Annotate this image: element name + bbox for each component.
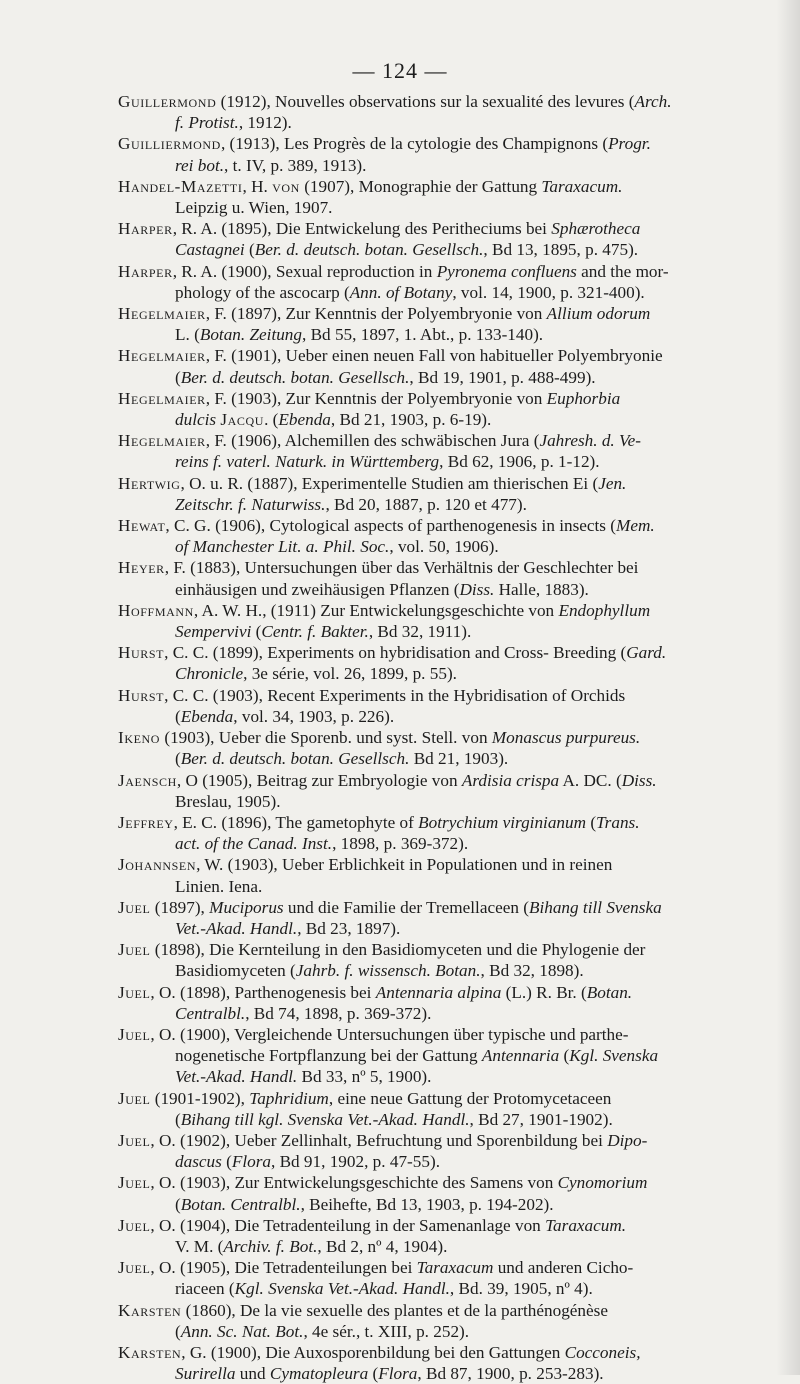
italic-title: f. Protist. (175, 113, 239, 133)
author-name: Juel (118, 1088, 151, 1108)
reference-first-line (118, 515, 788, 536)
italic-title: Botrychium virginianum (418, 812, 587, 832)
reference-first-line (118, 133, 788, 154)
italic-title: Ebenda (180, 706, 234, 726)
reference-entry (118, 812, 788, 854)
reference-first-line (118, 345, 788, 366)
author-name: Jaensch (118, 770, 177, 790)
author-name: Harper (118, 261, 173, 281)
reference-first-line (118, 176, 788, 197)
author-name: Harper (118, 219, 173, 239)
author-name: Johannsen (118, 855, 197, 875)
italic-title: Ber. d. deutsch. botan. Gesellsch. (254, 240, 484, 260)
italic-title: Jen. (598, 473, 627, 493)
italic-title: Chronicle (175, 664, 244, 684)
reference-text: ( (559, 1046, 570, 1066)
reference-text: , O. (1904), Die Tetradenteilung in der Samenanlage von (150, 1215, 546, 1235)
author-name: Juel (118, 1215, 151, 1235)
reference-text: ( (175, 706, 181, 726)
reference-text: , vol. 50, 1906). (389, 537, 499, 557)
italic-title: Centralbl. (175, 1003, 246, 1023)
reference-entry (118, 557, 788, 599)
reference-first-line (118, 1300, 788, 1321)
reference-text: , Bd 32, 1911). (368, 622, 472, 642)
author-name: Hegelmaier (118, 388, 206, 408)
italic-title: Taraxacum (416, 1258, 494, 1278)
reference-text: und (235, 1364, 270, 1384)
reference-text: , 4e sér., t. XIII, p. 252). (303, 1321, 470, 1341)
italic-title: Vet.-Akad. Handl. (175, 918, 298, 938)
reference-entry (118, 1342, 788, 1384)
italic-title: Zeitschr. f. Naturwiss. (175, 494, 326, 514)
italic-title: Jahrb. f. wissensch. Botan. (295, 961, 481, 981)
reference-continuation-line (118, 1066, 788, 1087)
italic-title: Allium odorum (546, 304, 651, 324)
reference-text: , W. (1903), Ueber Erblichkeit in Populationen und in reinen (196, 855, 613, 875)
italic-title: rei bot. (175, 155, 225, 175)
reference-text: , C. C. (1899), Experiments on hybridisation and Cross- Breeding ( (164, 643, 627, 663)
reference-text: ( (175, 749, 181, 769)
reference-text: (1898), Die Kernteilung in den Basidiomyceten und die Phylogenie der (150, 940, 646, 960)
reference-text: ( (175, 367, 181, 387)
reference-entry (118, 642, 788, 684)
reference-entry (118, 261, 788, 303)
reference-text: , Bd 13, 1895, p. 475). (483, 240, 639, 260)
reference-text: , Bd 19, 1901, p. 488-499). (409, 367, 596, 387)
reference-entry (118, 1130, 788, 1172)
reference-first-line (118, 770, 788, 791)
italic-title: Ebenda (278, 410, 331, 430)
reference-text: (L.) R. Br. ( (501, 982, 587, 1002)
reference-text: riaceen ( (175, 1279, 235, 1299)
reference-first-line (118, 303, 788, 324)
italic-title: Jahresh. d. Ve- (539, 431, 641, 451)
reference-first-line (118, 1024, 788, 1045)
reference-continuation-line (118, 748, 788, 769)
italic-title: Taraxacum. (545, 1215, 627, 1235)
italic-title: dascus (175, 1152, 222, 1172)
author-name: Hurst (118, 643, 165, 663)
reference-continuation-line (118, 536, 788, 557)
reference-text: einhäusigen und zweihäusigen Pflanzen ( (175, 579, 460, 599)
reference-continuation-line (118, 112, 788, 133)
reference-text: , Bd 21, 1903, p. 6-19). (330, 410, 492, 430)
italic-title: Kgl. Svenska (569, 1046, 659, 1066)
reference-text: , Bd 91, 1902, p. 47-55). (270, 1152, 440, 1172)
reference-text: , O. (1903), Zur Entwickelungsgeschichte des Samens von (150, 1173, 558, 1193)
reference-first-line (118, 261, 788, 282)
reference-text: nogenetische Fortpflanzung bei der Gattung (175, 1046, 482, 1066)
reference-first-line (118, 600, 788, 621)
reference-text: ( (175, 1321, 181, 1341)
reference-continuation-line (118, 367, 788, 388)
reference-entry (118, 1215, 788, 1257)
reference-first-line (118, 388, 788, 409)
italic-title: Castagnei (175, 240, 245, 260)
author-name: Hegelmaier (118, 346, 206, 366)
author-name: Hewat (118, 516, 166, 536)
reference-text: , R. A. (1900), Sexual reproduction in (172, 261, 437, 281)
reference-first-line (118, 430, 788, 451)
reference-text: , Bd 27, 1901-1902). (469, 1109, 613, 1129)
reference-text: , F. (1901), Ueber einen neuen Fall von habitueller Polyembryonie (205, 346, 663, 366)
author-name: von (272, 176, 300, 196)
author-name: Karsten (118, 1342, 182, 1362)
reference-continuation-line (118, 494, 788, 515)
italic-title: Trans. (596, 812, 640, 832)
bibliography-list (118, 91, 788, 1384)
reference-text: ( (251, 622, 262, 642)
author-name: Handel-Mazetti (118, 176, 243, 196)
reference-text: Leipzig u. Wien, 1907. (175, 198, 333, 218)
reference-text: Basidiomyceten ( (175, 961, 296, 981)
reference-continuation-line (118, 1151, 788, 1172)
reference-text: phology of the ascocarp ( (175, 282, 350, 302)
reference-text: A. DC. ( (559, 770, 622, 790)
reference-text: . ( (264, 410, 279, 430)
reference-entry (118, 133, 788, 175)
reference-entry (118, 218, 788, 260)
author-name: Juel (118, 940, 151, 960)
reference-text: ( (221, 1152, 232, 1172)
reference-entry (118, 176, 788, 218)
reference-continuation-line (118, 1003, 788, 1024)
reference-text: Breslau, 1905). (175, 791, 281, 811)
italic-title: Centr. f. Bakter. (261, 622, 369, 642)
reference-continuation-line (118, 833, 788, 854)
reference-entry (118, 982, 788, 1024)
reference-continuation-line (118, 197, 788, 218)
italic-title: Sempervivi (175, 622, 252, 642)
italic-title: Antennaria (481, 1046, 560, 1066)
reference-text: , Bd 62, 1906, p. 1-12). (439, 452, 600, 472)
reference-continuation-line (118, 791, 788, 812)
reference-entry (118, 473, 788, 515)
reference-first-line (118, 218, 788, 239)
author-name: Heyer (118, 558, 165, 578)
italic-title: dulcis (175, 410, 217, 430)
reference-text: , 1898, p. 369-372). (332, 834, 469, 854)
reference-first-line (118, 91, 788, 112)
reference-text: und anderen Cicho- (493, 1258, 634, 1278)
italic-title: Flora (378, 1364, 418, 1384)
reference-continuation-line (118, 1236, 788, 1257)
reference-text: ( (368, 1364, 379, 1384)
reference-text: (1897), (150, 897, 210, 917)
reference-first-line (118, 557, 788, 578)
reference-first-line (118, 1342, 788, 1363)
reference-text: , O. u. R. (1887), Experimentelle Studien am thierischen Ei ( (180, 473, 599, 493)
reference-text: Bd 21, 1903). (409, 749, 509, 769)
reference-text: , O. (1902), Ueber Zellinhalt, Befruchtung und Sporenbildung bei (150, 1130, 608, 1150)
italic-title: Archiv. f. Bot. (223, 1236, 318, 1256)
author-name: Jacqu (220, 410, 265, 430)
reference-text: Bd 33, nº 5, 1900). (297, 1067, 432, 1087)
reference-continuation-line (118, 1194, 788, 1215)
italic-title: Pyronema confluens (436, 261, 577, 281)
reference-entry (118, 939, 788, 981)
reference-text: , (1913), Les Progrès de la cytologie des Champignons ( (220, 134, 609, 154)
reference-continuation-line (118, 1278, 788, 1299)
reference-first-line (118, 473, 788, 494)
italic-title: Endophyllum (558, 600, 651, 620)
reference-text: , R. A. (1895), Die Entwickelung des Peritheciums bei (172, 219, 552, 239)
reference-continuation-line (118, 282, 788, 303)
italic-title: Ann. of Botany (349, 282, 453, 302)
reference-text: , Bd 55, 1897, 1. Abt., p. 133-140). (302, 325, 544, 345)
reference-text: and the mor- (576, 261, 669, 281)
italic-title: Vet.-Akad. Handl. (175, 1067, 298, 1087)
reference-text: , C. C. (1903), Recent Experiments in the Hybridisation of Orchids (164, 685, 626, 705)
reference-text: , 1912). (238, 113, 292, 133)
reference-continuation-line (118, 239, 788, 260)
reference-text: , F. (1906), Alchemillen des schwäbischen Jura ( (205, 431, 540, 451)
italic-title: Flora (231, 1152, 271, 1172)
author-name: Juel (118, 1024, 151, 1044)
reference-entry (118, 897, 788, 939)
reference-continuation-line (118, 324, 788, 345)
reference-first-line (118, 939, 788, 960)
reference-entry (118, 727, 788, 769)
reference-text: , Bd 23, 1897). (297, 918, 401, 938)
reference-first-line (118, 897, 788, 918)
reference-first-line (118, 982, 788, 1003)
italic-title: Botan. Zeitung (199, 325, 302, 345)
reference-text: (1901-1902), (150, 1088, 250, 1108)
reference-entry (118, 515, 788, 557)
reference-first-line (118, 685, 788, 706)
italic-title: Bihang till Svenska (528, 897, 662, 917)
italic-title: Botan. Centralbl. (180, 1194, 301, 1214)
reference-text: , O (1905), Beitrag zur Embryologie von (176, 770, 462, 790)
italic-title: Gard. (626, 643, 667, 663)
italic-title: Cynomorium (557, 1173, 648, 1193)
reference-continuation-line (118, 1045, 788, 1066)
reference-entry (118, 854, 788, 896)
author-name: Karsten (118, 1300, 182, 1320)
reference-text: ( (175, 1109, 181, 1129)
reference-entry (118, 388, 788, 430)
reference-text: (1907), Monographie der Gattung (299, 176, 542, 196)
reference-entry (118, 345, 788, 387)
reference-text: , Bd 20, 1887, p. 120 et 477). (325, 494, 527, 514)
reference-continuation-line (118, 876, 788, 897)
italic-title: Monascus purpureus. (491, 728, 641, 748)
italic-title: Ber. d. deutsch. botan. Gesellsch. (180, 367, 410, 387)
reference-text: , 3e série, vol. 26, 1899, p. 55). (243, 664, 457, 684)
italic-title: Cymatopleura (269, 1364, 369, 1384)
italic-title: of Manchester Lit. a. Phil. Soc. (175, 537, 390, 557)
reference-first-line (118, 1257, 788, 1278)
italic-title: Ann. Sc. Nat. Bot. (180, 1321, 304, 1341)
reference-text: , F. (1903), Zur Kenntnis der Polyembryonie von (205, 388, 547, 408)
italic-title: Diss. (621, 770, 657, 790)
reference-text: , E. C. (1896), The gametophyte of (173, 812, 419, 832)
author-name: Hegelmaier (118, 304, 206, 324)
reference-first-line (118, 727, 788, 748)
reference-continuation-line (118, 918, 788, 939)
author-name: Hegelmaier (118, 431, 206, 451)
author-name: Juel (118, 1258, 151, 1278)
author-name: Juel (118, 1173, 151, 1193)
author-name: Guilliermond (118, 134, 221, 154)
reference-text: , C. G. (1906), Cytological aspects of parthenogenesis in insects ( (165, 516, 617, 536)
reference-continuation-line (118, 579, 788, 600)
reference-text: , Beihefte, Bd 13, 1903, p. 194-202). (300, 1194, 554, 1214)
italic-title: Surirella (175, 1364, 236, 1384)
italic-title: Bihang till kgl. Svenska Vet.-Akad. Handl. (180, 1109, 470, 1129)
reference-text: V. M. ( (175, 1236, 224, 1256)
italic-title: Cocconeis, (564, 1342, 641, 1362)
reference-first-line (118, 1088, 788, 1109)
italic-title: Taphridium (249, 1088, 329, 1108)
reference-text: , O. (1905), Die Tetradenteilungen bei (150, 1258, 417, 1278)
author-name: Ikeno (118, 728, 161, 748)
reference-entry (118, 430, 788, 472)
reference-text: Linien. Iena. (175, 876, 263, 896)
italic-title: Taraxacum. (541, 176, 623, 196)
reference-first-line (118, 1172, 788, 1193)
italic-title: reins f. vaterl. Naturk. in Württemberg (175, 452, 440, 472)
italic-title: Muciporus (209, 897, 284, 917)
author-name: Hertwig (118, 473, 181, 493)
italic-title: Dipo- (607, 1130, 648, 1150)
reference-text: ( (244, 240, 255, 260)
italic-title: Antennaria alpina (375, 982, 502, 1002)
author-name: Guillermond (118, 92, 217, 111)
reference-text: Halle, 1883). (494, 579, 589, 599)
page-number: — 124 — (352, 58, 448, 83)
reference-text: , eine neue Gattung der Protomycetaceen (328, 1088, 612, 1108)
reference-continuation-line (118, 960, 788, 981)
reference-text: (1860), De la vie sexuelle des plantes et de la parthénogénèse (181, 1300, 608, 1320)
reference-text: , F. (1883), Untersuchungen über das Verhältnis der Geschlechter bei (164, 558, 639, 578)
reference-text: , H. (242, 176, 273, 196)
author-name: Juel (118, 982, 151, 1002)
reference-text: , t. IV, p. 389, 1913). (224, 155, 367, 175)
italic-title: Kgl. Svenska Vet.-Akad. Handl. (234, 1279, 450, 1299)
author-name: Hurst (118, 685, 165, 705)
reference-text: , O. (1898), Parthenogenesis bei (150, 982, 376, 1002)
italic-title: Progr. (608, 134, 651, 154)
italic-title: Mem. (616, 516, 655, 536)
reference-text: , Bd 2, nº 4, 1904). (317, 1236, 448, 1256)
reference-text: , vol. 34, 1903, p. 226). (233, 706, 395, 726)
italic-title: Botan. (586, 982, 633, 1002)
italic-title: Ber. d. deutsch. botan. Gesellsch. (180, 749, 410, 769)
reference-text: und die Familie der Tremellaceen ( (283, 897, 529, 917)
reference-entry (118, 685, 788, 727)
reference-entry (118, 1024, 788, 1088)
reference-continuation-line (118, 451, 788, 472)
reference-text: , A. W. H., (1911) Zur Entwickelungsgeschichte von (193, 600, 559, 620)
reference-continuation-line (118, 1363, 788, 1384)
reference-first-line (118, 642, 788, 663)
reference-text: , Bd. 39, 1905, nº 4). (449, 1279, 593, 1299)
reference-continuation-line (118, 1109, 788, 1130)
author-name: Jeffrey (118, 812, 174, 832)
italic-title: Sphærotheca (551, 219, 641, 239)
italic-title: Diss. (459, 579, 495, 599)
author-name: Juel (118, 897, 151, 917)
reference-text: ( (586, 812, 597, 832)
reference-continuation-line (118, 621, 788, 642)
reference-text: , F. (1897), Zur Kenntnis der Polyembryonie von (205, 304, 547, 324)
italic-title: Ardisia crispa (461, 770, 560, 790)
reference-first-line (118, 1215, 788, 1236)
reference-continuation-line (118, 706, 788, 727)
italic-title: act. of the Canad. Inst. (175, 834, 333, 854)
reference-entry (118, 600, 788, 642)
reference-entry (118, 91, 788, 133)
author-name: Juel (118, 1130, 151, 1150)
italic-title: Euphorbia (546, 388, 621, 408)
reference-entry (118, 1257, 788, 1299)
reference-text: (1903), Ueber die Sporenb. und syst. Stell. von (160, 728, 492, 748)
reference-text: ( (175, 1194, 181, 1214)
reference-continuation-line (118, 155, 788, 176)
reference-text: , G. (1900), Die Auxosporenbildung bei den Gattungen (181, 1342, 565, 1362)
author-name: Hoffmann (118, 600, 194, 620)
reference-text: , Bd 32, 1898). (480, 961, 584, 981)
reference-continuation-line (118, 1321, 788, 1342)
reference-first-line (118, 812, 788, 833)
reference-text: , O. (1900), Vergleichende Untersuchungen über typische und parthe- (150, 1024, 629, 1044)
reference-continuation-line (118, 663, 788, 684)
reference-first-line (118, 1130, 788, 1151)
italic-title: Arch. (634, 92, 672, 111)
reference-entry (118, 303, 788, 345)
reference-entry (118, 1300, 788, 1342)
reference-entry (118, 770, 788, 812)
reference-text: , Bd 74, 1898, p. 369-372). (245, 1003, 432, 1023)
reference-text: L. ( (175, 325, 200, 345)
reference-continuation-line (118, 409, 788, 430)
reference-text: (1912), Nouvelles observations sur la sexualité des levures ( (216, 92, 635, 111)
reference-entry (118, 1088, 788, 1130)
reference-text: , Bd 87, 1900, p. 253-283). (417, 1364, 604, 1384)
reference-entry (118, 1172, 788, 1214)
reference-first-line (118, 854, 788, 875)
reference-text: , vol. 14, 1900, p. 321-400). (452, 282, 645, 302)
